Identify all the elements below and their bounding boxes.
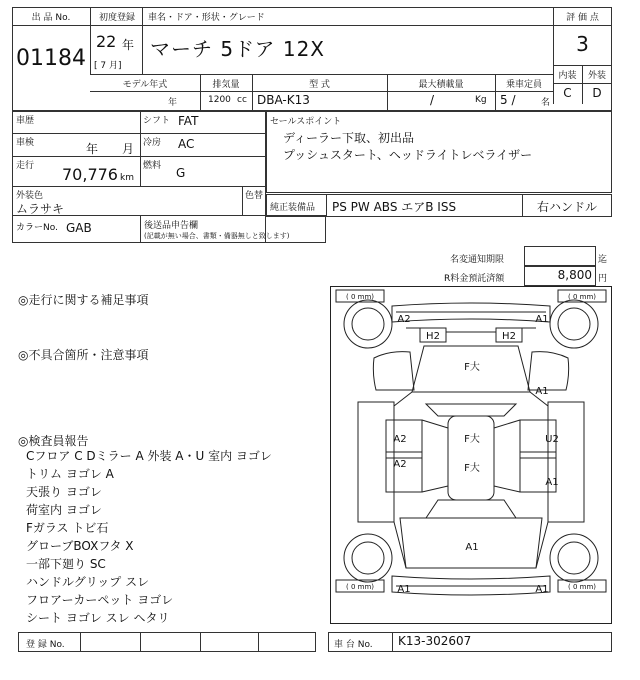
capacity-label: 乗車定員 bbox=[505, 80, 542, 90]
inspector-line: Cフロア C Dミラー A 外装 A・U 室内 ヨゴレ bbox=[26, 449, 272, 463]
history-label: 車歴 bbox=[16, 116, 35, 126]
equipment-label: 純正装備品 bbox=[270, 203, 316, 213]
wheel-front-left bbox=[344, 300, 392, 348]
sales-point-line-1: ディーラー下取、初出品 bbox=[283, 131, 415, 145]
inspection-label: 車検 bbox=[16, 138, 35, 148]
reg-no-label: 登 録 No. bbox=[26, 640, 65, 650]
inspector-line: 一部下廻り SC bbox=[26, 557, 106, 571]
mark-front-door-right: U2 bbox=[545, 434, 559, 445]
driving-notes-title: ◎走行に関する補足事項 bbox=[18, 293, 149, 307]
deadline-unit: 迄 bbox=[598, 255, 608, 265]
model-label: 型 式 bbox=[309, 80, 330, 90]
reg-month: [ 7 月] bbox=[94, 61, 122, 71]
post-docs-note: (記載が無い場合、書類・備器無しと致します) bbox=[144, 232, 290, 240]
model-year-unit: 年 bbox=[168, 98, 178, 108]
ext-color-value: ムラサキ bbox=[16, 202, 65, 216]
chassis-number: K13-302607 bbox=[398, 634, 472, 648]
inspector-line: ハンドルグリップ スレ bbox=[26, 575, 150, 589]
inspector-line: フロアーカーペット ヨゴレ bbox=[26, 593, 174, 607]
color-no-label: カラーNo. bbox=[16, 223, 58, 233]
interior-label: 内装 bbox=[558, 71, 577, 81]
equipment-value: PS PW ABS エアB ISS bbox=[332, 200, 457, 214]
displacement-unit: cc bbox=[237, 95, 247, 105]
mark-rear-bumper: A1 bbox=[397, 584, 411, 595]
tire-label-rr: ( 0 mm) bbox=[567, 583, 597, 591]
aircon-label: 冷房 bbox=[143, 138, 162, 148]
steering-value: 右ハンドル bbox=[536, 200, 597, 214]
car-info-label: 車名・ドア・形状・グレード bbox=[148, 13, 265, 23]
car-name: マーチ 5ドア 12X bbox=[150, 37, 325, 61]
front-fender-left bbox=[373, 352, 414, 390]
front-fender-right bbox=[528, 352, 569, 390]
mark-hood: F大 bbox=[464, 362, 480, 373]
model-value: DBA-K13 bbox=[257, 93, 310, 107]
mark-front-fender-right: A1 bbox=[535, 386, 549, 397]
lot-number: 01184 bbox=[16, 46, 86, 71]
reg-year-unit: 年 bbox=[122, 38, 135, 52]
wheel-rear-right bbox=[550, 534, 598, 582]
chassis-label: 車 台 No. bbox=[334, 640, 373, 650]
recycle-value: 8,800 bbox=[557, 268, 592, 282]
mark-trunk: A1 bbox=[465, 542, 479, 553]
inspector-line: 天張り ヨゴレ bbox=[26, 485, 102, 499]
capacity-value: 5 / bbox=[500, 93, 516, 107]
sales-point-label: セールスポイント bbox=[270, 117, 342, 127]
recycle-unit: 円 bbox=[598, 274, 608, 284]
sales-point-line-2: プッシュスタート、ヘッドライトレベライザー bbox=[283, 148, 533, 162]
shift-label: シフト bbox=[143, 116, 171, 126]
fuel-value: G bbox=[176, 166, 186, 180]
inspector-line: グローブBOXフタ X bbox=[26, 539, 134, 553]
interior-grade: C bbox=[563, 86, 572, 100]
roof bbox=[448, 416, 494, 500]
inspection-year: 年 bbox=[86, 142, 99, 156]
max-load-value: / bbox=[430, 93, 435, 107]
tire-label-fl: ( 0 mm) bbox=[345, 293, 375, 301]
tire-label-rl: ( 0 mm) bbox=[345, 583, 375, 591]
mark-front-bumper-right: A1 bbox=[535, 314, 549, 325]
mark-headlight-right: H2 bbox=[502, 331, 516, 342]
mark-rear-glass: F大 bbox=[464, 463, 480, 474]
mark-front-door-left: A2 bbox=[393, 434, 407, 445]
color-no-value: GAB bbox=[66, 221, 92, 235]
color-change-label: 色替 bbox=[245, 191, 264, 201]
wheel-rear-left bbox=[344, 534, 392, 582]
first-reg-label: 初度登録 bbox=[98, 13, 135, 23]
inspector-line: トリム ヨゴレ A bbox=[26, 467, 114, 481]
reg-year: 22 bbox=[96, 32, 117, 51]
inspector-line: Fガラス トビ石 bbox=[26, 521, 109, 535]
aircon-value: AC bbox=[178, 137, 195, 151]
tire-label-fr: ( 0 mm) bbox=[567, 293, 597, 301]
deadline-label: 名変通知期限 bbox=[450, 255, 505, 265]
mark-front-bumper: A2 bbox=[397, 314, 411, 325]
max-load-unit: Kg bbox=[475, 95, 487, 105]
mileage-value: 70,776 bbox=[62, 165, 118, 184]
inspector-line: シート ヨゴレ スレ ヘタリ bbox=[26, 611, 170, 625]
mark-rear-bumper-right: A1 bbox=[535, 584, 549, 595]
max-load-label: 最大積載量 bbox=[418, 80, 464, 90]
lot-label: 出 品 No. bbox=[31, 13, 71, 23]
car-damage-diagram bbox=[330, 286, 612, 624]
mark-roof: F大 bbox=[464, 434, 480, 445]
displacement-label: 排気量 bbox=[212, 80, 240, 90]
exterior-grade: D bbox=[592, 86, 602, 100]
inspection-month: 月 bbox=[122, 142, 135, 156]
mark-headlight-left: H2 bbox=[426, 331, 440, 342]
ext-color-label: 外装色 bbox=[16, 191, 44, 201]
mark-rear-door-left: A2 bbox=[393, 459, 407, 470]
fuel-label: 燃料 bbox=[143, 161, 162, 171]
inspector-report-title: ◎検査員報告 bbox=[18, 434, 89, 448]
mark-rear-door-right: A1 bbox=[545, 477, 559, 488]
deadline-box bbox=[524, 246, 596, 266]
score-label: 評 価 点 bbox=[566, 13, 599, 23]
mileage-label: 走行 bbox=[16, 161, 35, 171]
inspector-line: 荷室内 ヨゴレ bbox=[26, 503, 102, 517]
displacement-value: 1200 bbox=[208, 95, 231, 105]
mileage-unit: km bbox=[120, 173, 134, 183]
shift-value: FAT bbox=[178, 114, 199, 128]
defects-notes-title: ◎不具合箇所・注意事項 bbox=[18, 348, 149, 362]
wheel-front-right bbox=[550, 300, 598, 348]
post-docs-label: 後送品申告欄 bbox=[144, 221, 199, 231]
capacity-unit: 名 bbox=[541, 98, 551, 108]
windshield bbox=[426, 404, 516, 416]
rear-glass bbox=[426, 500, 516, 518]
exterior-label: 外装 bbox=[587, 71, 606, 81]
score-value: 3 bbox=[576, 32, 589, 56]
model-year-label: モデル年式 bbox=[122, 80, 168, 90]
recycle-label: R料金預託済額 bbox=[444, 274, 505, 284]
